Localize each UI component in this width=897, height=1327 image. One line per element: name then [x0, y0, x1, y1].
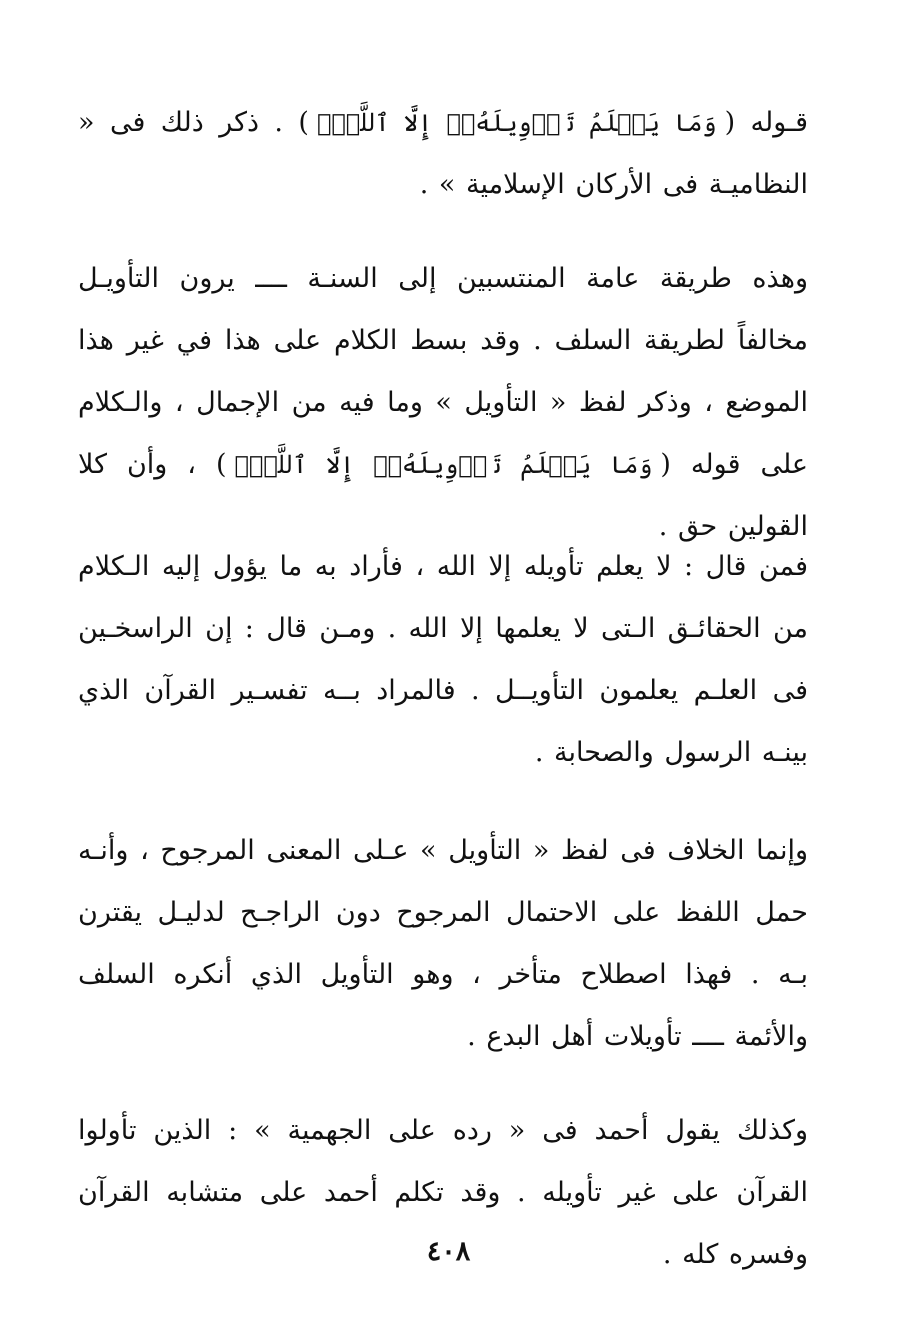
quran-verse-2: وَمَا يَعۡلَمُ تَأۡوِيلَهُۥٓ إِلَّا ٱللَّهُۗ	[234, 451, 653, 479]
paragraph-4: وإنما الخلاف فى لفظ « التأويل » عـلى المعنى المرجوح ، وأنـه حمل اللفظ على الاحتمال المرجوح دون الراجـح لدليـل يقترن بـه . فهذا اصطلاح متأخر ، وهو التأويل الذي أنكره السلف والأئمة ــــ تأويلات أهل البدع .	[78, 835, 808, 1052]
paragraph-2-before-quran: وهذه طريقة عامة المنتسبين إلى السنـة ــــ يرون التأويـل مخالفاً لطريقة السلف . وقد بسط الكلام على هذا في غير هذا الموضع ، وذكر لفظ « التأويل » وما فيه من الإجمال ، والـكلام على قوله (	[78, 263, 809, 480]
paragraph-5: وكذلك يقول أحمد فى « رده على الجهمية » : الذين تأولوا القرآن على غير تأويله . وقد تكلم أحمد على متشابه القرآن وفسره كله .	[78, 1115, 808, 1270]
paragraph-1	[78, 92, 808, 216]
paragraph-1-before-quran: قـوله (	[724, 107, 808, 138]
paragraph-2-after-quran: ) ، وأن كلا القولين حق .	[78, 449, 808, 542]
quran-verse-1: وَمَا يَعۡلَمُ تَأۡوِيلَهُۥٓ إِلَّا ٱللَّهُۗ	[316, 109, 717, 137]
paragraph-2	[78, 248, 808, 558]
paragraph-3: فمن قال : لا يعلم تأويله إلا الله ، فأراد به ما يؤول إليه الـكلام من الحقائـق الـتى لا يعلمها إلا الله . ومـن قال : إن الراسخـين فى العلـم يعلمون التأويــل . فالمراد بــه تفسـير القرآن الذي بينـه الرسول والصحابة .	[78, 551, 808, 768]
paragraph-1-after-quran: ) . ذكر ذلك فى « النظاميـة فى الأركان الإسلامية » .	[78, 107, 808, 200]
page-number: ٤٠٨	[426, 1236, 471, 1267]
